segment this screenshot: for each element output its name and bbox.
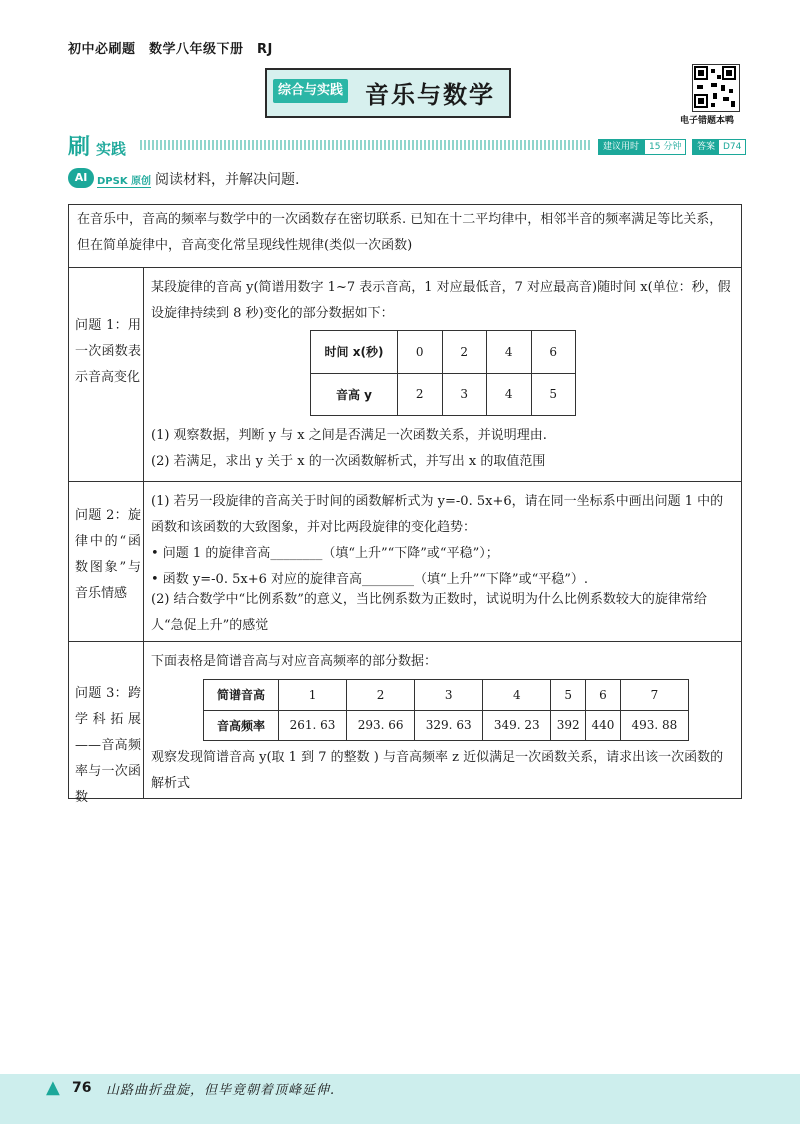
qr-label: 电子错题本鸭 [680,116,735,126]
table-cell: 2 [398,373,443,416]
table-cell: 6 [586,680,621,711]
question-2-bullet2: • 函数 y=-0. 5x+6 对应的旋律音高________（填“上升”“下降”或“平稳”）. [151,572,589,587]
problem-table [68,204,742,805]
intro-text: 在音乐中，音高的频率与数学中的一次函数存在密切联系. 已知在十二平均律中，相邻半音的频率满足等比关系，但在简单旋律中，音高变化常呈现线性规律(类似一次函数) [77,212,723,253]
question-1-stem: 某段旋律的音高 y(简谱用数字 1~7 表示音高，1 对应最低音，7 对应最高音)随时间 x(单位：秒，假设旋律持续到 8 秒)变化的部分数据如下： [151,280,731,321]
section-title: 实践 [96,140,127,158]
question-2-bullet1: • 问题 1 的旋律音高________（填“上升”“下降”或“平稳”）； [151,546,499,561]
table-cell: 261. 63 [279,710,347,741]
table-cell: 5 [531,373,576,416]
footer-motto: 山路曲折盘旋，但毕竟朝着顶峰延伸. [106,1083,336,1098]
qr-code-icon[interactable] [692,64,740,112]
table-header: 时间 x(秒) [311,331,398,374]
question-2-label: 问题 2：旋律中的“函数图象”与音乐情感 [75,508,141,601]
question-3-stem: 下面表格是简谱音高与对应音高频率的部分数据： [151,654,438,669]
table-cell: 7 [620,680,688,711]
table-cell: 4 [487,373,532,416]
table-header: 音高频率 [204,710,279,741]
table-cell: 392 [551,710,586,741]
question-3-label: 问题 3：跨学科拓展——音高频率与一次函数 [75,686,141,805]
table-cell: 349. 23 [483,710,551,741]
instruction-text: 阅读材料，并解决问题. [155,172,300,188]
answer-value: D74 [718,139,746,155]
table-cell: 3 [442,373,487,416]
question-1-table [310,330,576,416]
table-cell: 6 [531,331,576,374]
table-cell: 4 [483,680,551,711]
question-2-sub2: (2) 结合数学中“比例系数”的意义，当比例系数为正数时，试说明为什么比例系数较大的旋律常给人“急促上升”的感觉 [151,592,707,633]
table-cell: 329. 63 [415,710,483,741]
question-1-sub1: (1) 观察数据，判断 y 与 x 之间是否满足一次函数关系，并说明理由. [151,428,547,443]
section-brush-mark: 刷 [68,135,91,160]
section-divider [140,140,592,150]
question-1-sub2: (2) 若满足，求出 y 关于 x 的一次函数解析式，并写出 x 的取值范围 [151,454,546,469]
table-cell: 293. 66 [347,710,415,741]
time-label: 建议用时 [598,139,644,155]
question-3-tail: 观察发现简谱音高 y(取 1 到 7 的整数 ) 与音高频率 z 近似满足一次函数关系，请求出该一次函数的解析式 [151,750,724,791]
question-3-table [203,679,689,741]
ai-icon: AI [68,168,94,188]
answer-label: 答案 [692,139,720,155]
question-1-label: 问题 1：用一次函数表示音高变化 [75,318,141,385]
table-cell: 5 [551,680,586,711]
page-number: 76 [72,1080,92,1096]
book-header: 初中必刷题 数学八年级下册 RJ [68,42,273,57]
table-cell: 2 [442,331,487,374]
time-value: 15 分钟 [644,139,686,155]
topic-badge: 综合与实践 [273,79,348,103]
table-cell: 1 [279,680,347,711]
topic-title-box [265,68,511,118]
table-header: 音高 y [311,373,398,416]
page-title: 音乐与数学 [365,81,495,109]
table-cell: 0 [398,331,443,374]
original-tag: DPSK 原创 [97,172,151,188]
table-cell: 3 [415,680,483,711]
question-2-sub1: (1) 若另一段旋律的音高关于时间的函数解析式为 y=-0. 5x+6，请在同一坐标系中画出问题 1 中的函数和该函数的大致图象，并对比两段旋律的变化趋势： [151,494,724,535]
mountain-icon: ▲ [46,1077,60,1098]
table-cell: 2 [347,680,415,711]
table-header: 简谱音高 [204,680,279,711]
table-cell: 493. 88 [620,710,688,741]
table-cell: 4 [487,331,532,374]
table-cell: 440 [586,710,621,741]
